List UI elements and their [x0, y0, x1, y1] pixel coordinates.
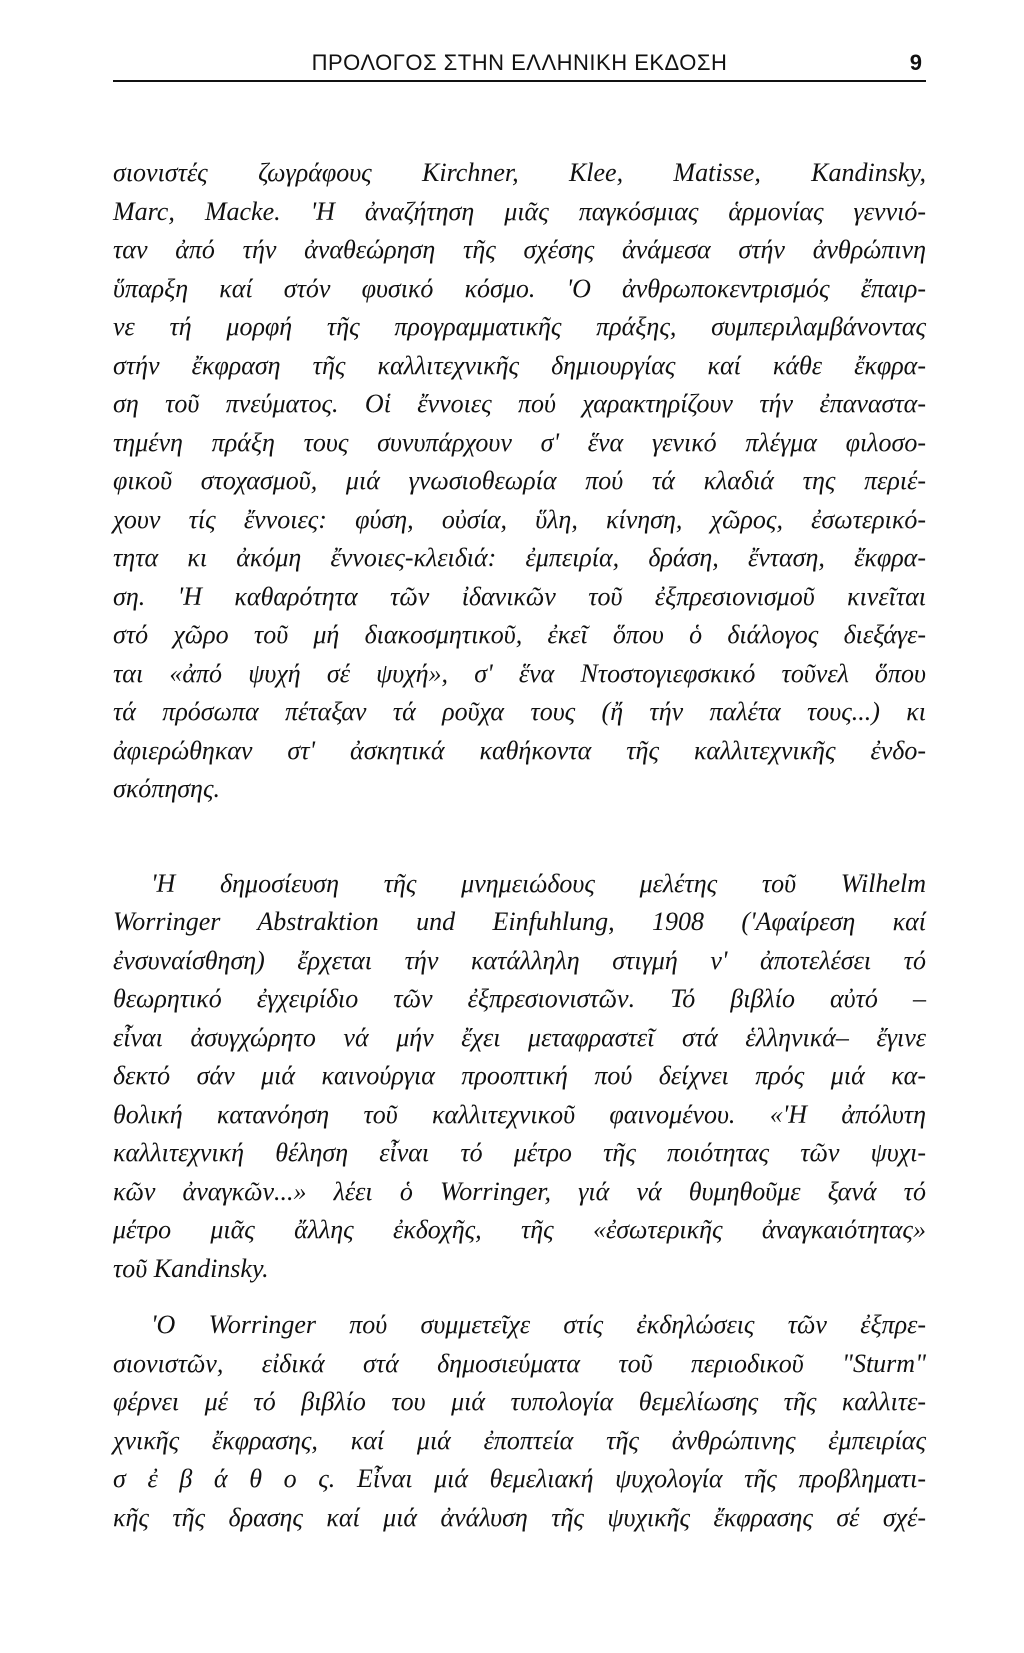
text-line: ἀφιερώθηκαν στ' ἀσκητικά καθήκοντα τῆς καλλιτεχνικῆς ἐνδο-	[113, 735, 926, 765]
text-line: μέτρο μιᾶς ἄλλης ἐκδοχῆς, τῆς «ἐσωτερικῆς ἀναγκαιότητας»	[113, 1215, 926, 1244]
text-line: σ ἐ β ά θ ο ς. Εἶναι μιά θεμελιακή ψυχολογία τῆς προβληματι-	[113, 1464, 926, 1493]
text-line: δεκτό σάν μιά καινούργια προοπτική πού δείχνει πρός μιά κα-	[113, 1061, 926, 1090]
text-line: θεωρητικό ἐγχειρίδιο τῶν ἐξπρεσιονιστῶν. Τό βιβλίο αὐτό –	[113, 984, 926, 1013]
text-line: ἐνσυναίσθηση) ἔρχεται τήν κατάλληλη στιγμή ν' ἀποτελέσει τό	[113, 945, 926, 975]
text-line: τά πρόσωπα πέταξαν τά ροῦχα τους (ἤ τήν παλέτα τους...) κι	[113, 697, 926, 726]
text-line: ση. 'Η καθαρότητα τῶν ἰδανικῶν τοῦ ἐξπρεσιονισμοῦ κινεῖται	[113, 581, 926, 611]
text-line: ση τοῦ πνεύματος. Οἱ ἔννοιες πού χαρακτηρίζουν τήν ἐπαναστα-	[113, 389, 926, 418]
text-line: σκόπησης.	[113, 774, 220, 803]
text-line: φέρνει μέ τό βιβλίο του μιά τυπολογία θεμελίωσης τῆς καλλιτε-	[113, 1387, 926, 1416]
text-line: στό χῶρο τοῦ μή διακοσμητικοῦ, ἐκεῖ ὅπου ὁ διάλογος διεξάγε-	[113, 620, 926, 649]
text-line: τοῦ Kandinsky.	[113, 1253, 269, 1283]
text-line: 'Ο Worringer πού συμμετεῖχε στίς ἐκδηλώσεις τῶν ἐξπρε-	[151, 1310, 926, 1339]
text-line: χουν τίς ἔννοιες: φύση, οὐσία, ὕλη, κίνηση, χῶρος, ἐσωτερικό-	[113, 504, 926, 534]
text-line: καλλιτεχνική θέληση εἶναι τό μέτρο τῆς ποιότητας τῶν ψυχι-	[113, 1138, 926, 1167]
paragraph-3	[113, 1306, 926, 1537]
text-line: σιονιστῶν, εἰδικά στά δημοσιεύματα τοῦ περιοδικοῦ "Sturm"	[113, 1348, 926, 1378]
paragraph-gap	[113, 809, 926, 865]
text-line: φικοῦ στοχασμοῦ, μιά γνωσιοθεωρία πού τά κλαδιά της περιέ-	[113, 466, 926, 495]
header-title: ΠΡΟΛΟΓΟΣ ΣΤΗΝ ΕΛΛΗΝΙΚΗ ΕΚΔΟΣΗ	[311, 50, 728, 75]
text-line: νε τή μορφή τῆς προγραμματικῆς πράξης, συμπεριλαμβάνοντας	[113, 312, 926, 341]
text-line: ται «ἀπό ψυχή σέ ψυχή», σ' ἕνα Ντοστογιεφσκικό τοῦνελ ὅπου	[113, 658, 926, 688]
paragraph-1	[113, 154, 926, 809]
running-header	[113, 44, 926, 82]
text-line: τητα κι ἀκόμη ἔννοιες-κλειδιά: ἐμπειρία, δράση, ἔνταση, ἔκφρα-	[113, 543, 926, 572]
paragraph-2	[113, 865, 926, 1289]
text-line: ὕπαρξη καί στόν φυσικό κόσμο. 'Ο ἀνθρωποκεντρισμός ἔπαιρ-	[113, 273, 926, 303]
text-line: θολική κατανόηση τοῦ καλλιτεχνικοῦ φαινομένου. «'Η ἀπόλυτη	[113, 1099, 926, 1129]
text-line: χνικῆς ἔκφρασης, καί μιά ἐποπτεία τῆς ἀνθρώπινης ἐμπειρίας	[113, 1425, 926, 1455]
text-line: ταν ἀπό τήν ἀναθεώρηση τῆς σχέσης ἀνάμεσα στήν ἀνθρώπινη	[113, 235, 926, 264]
body-text	[113, 154, 926, 1537]
text-line: στήν ἔκφραση τῆς καλλιτεχνικῆς δημιουργίας καί κάθε ἔκφρα-	[113, 350, 926, 380]
text-line: τημένη πράξη τους συνυπάρχουν σ' ἕνα γενικό πλέγμα φιλοσο-	[113, 427, 926, 457]
text-line: κῆς τῆς δρασης καί μιά ἀνάλυση τῆς ψυχικῆς ἔκφρασης σέ σχέ-	[113, 1502, 926, 1532]
page-number: 9	[909, 50, 922, 75]
text-line: 'Η δημοσίευση τῆς μνημειώδους μελέτης τοῦ Wilhelm	[151, 868, 926, 898]
text-line: Worringer Abstraktion und Einfuhlung, 1908 ('Αφαίρεση καί	[113, 907, 926, 936]
paragraph-gap	[113, 1288, 926, 1306]
text-line: εἶναι ἀσυγχώρητο νά μήν ἔχει μεταφραστεῖ στά ἑλληνικά– ἔγινε	[113, 1022, 926, 1052]
text-line: σιονιστές ζωγράφους Kirchner, Klee, Matisse, Kandinsky,	[113, 158, 926, 187]
text-line: κῶν ἀναγκῶν...» λέει ὁ Worringer, γιά νά θυμηθοῦμε ξανά τό	[113, 1176, 926, 1206]
text-line: Marc, Macke. 'Η ἀναζήτηση μιᾶς παγκόσμιας ἁρμονίας γεννιό-	[113, 196, 926, 226]
